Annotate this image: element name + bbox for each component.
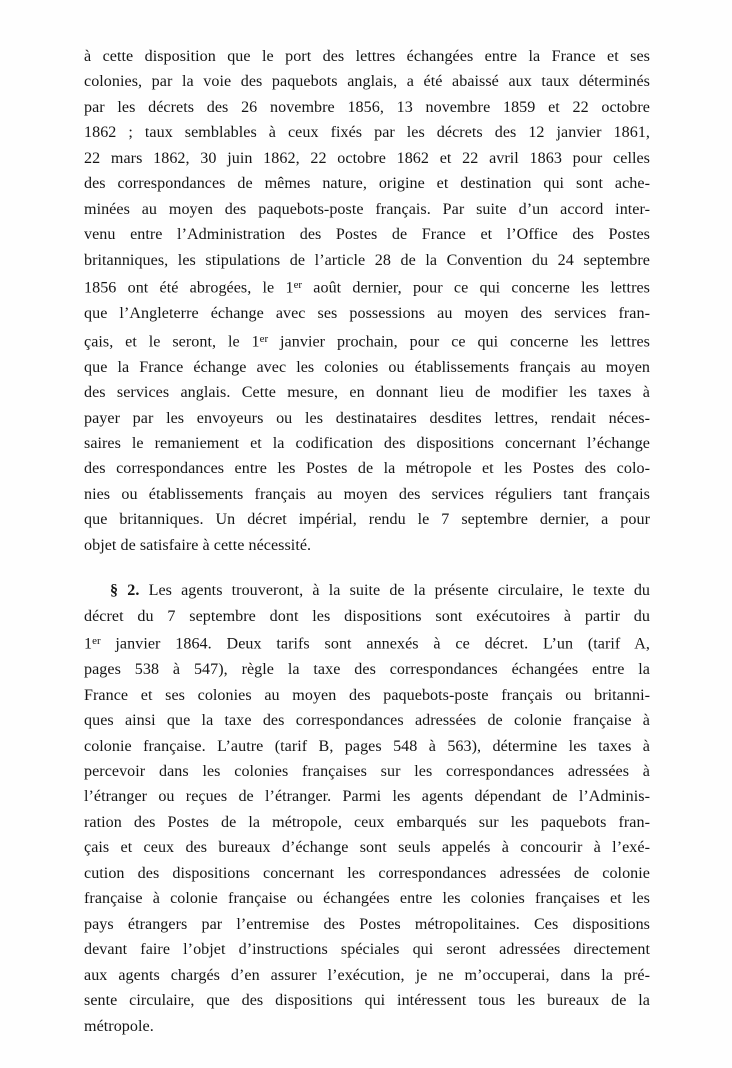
text-line: britanniques, les stipulations de l’article 28 de la Convention du 24 septembre xyxy=(84,251,650,269)
text-line: percevoir dans les colonies françaises sur les correspondances adressées à xyxy=(84,763,650,781)
text-line: que britanniques. Un décret impérial, rendu le 7 septembre dernier, a pour xyxy=(84,511,650,529)
text-line: des services anglais. Cette mesure, en donnant lieu de modifier les taxes à xyxy=(84,384,650,402)
text-line: que la France échange avec les colonies ou établissements français au moyen xyxy=(84,358,650,376)
paragraph-1 xyxy=(84,44,650,558)
text-line: que l’Angleterre échange avec ses possessions au moyen des services fran- xyxy=(84,305,650,323)
text-line: colonies, par la voie des paquebots anglais, a été abaissé aux taux déterminés xyxy=(84,73,650,91)
text-line: française à colonie française ou échangées entre les colonies françaises et les xyxy=(84,890,650,908)
text-line: métropole. xyxy=(84,1017,154,1035)
text-line: payer par les envoyeurs ou les destinataires desdites lettres, rendait néces- xyxy=(84,409,650,427)
text-line: venu entre l’Administration des Postes de France et l’Office des Postes xyxy=(84,226,650,244)
text-line: 1er janvier 1864. Deux tarifs sont annexés à ce décret. L’un (tarif A, xyxy=(84,635,650,653)
text-line: ques ainsi que la taxe des correspondances adressées de colonie française à xyxy=(84,712,650,730)
text-line: devant faire l’objet d’instructions spéciales qui seront adressées directement xyxy=(84,941,650,959)
text-line: 1862 ; taux semblables à ceux fixés par les décrets des 12 janvier 1861, xyxy=(84,124,650,142)
text-line: cution des dispositions concernant les correspondances adressées de colonie xyxy=(84,864,650,882)
text-line: l’étranger ou reçues de l’étranger. Parmi les agents dépendant de l’Adminis- xyxy=(84,788,650,806)
text-line: France et ses colonies au moyen des paquebots-poste français ou britanni- xyxy=(84,686,650,704)
text-line: § 2. Les agents trouveront, à la suite de la présente circulaire, le texte du xyxy=(110,582,651,600)
text-line: décret du 7 septembre dont les dispositions sont exécutoires à partir du xyxy=(84,607,650,625)
text-line: objet de satisfaire à cette nécessité. xyxy=(84,536,312,554)
text-line: çais et ceux des bureaux d’échange sont seuls appelés à concourir à l’exé- xyxy=(84,839,650,857)
text-line: sente circulaire, que des dispositions qui intéressent tous les bureaux de la xyxy=(84,992,650,1010)
text-line: 1856 ont été abrogées, le 1er août dernier, pour ce qui concerne les lettres xyxy=(84,279,650,297)
text-line: colonie française. L’autre (tarif B, pages 548 à 563), détermine les taxes à xyxy=(84,737,650,755)
text-line: çais, et le seront, le 1er janvier prochain, pour ce qui concerne les lettres xyxy=(84,332,650,351)
text-line: des correspondances entre les Postes de la métropole et les Postes des colo- xyxy=(84,460,650,478)
text-line: aux agents chargés d’en assurer l’exécution, je ne m’occuperai, dans la pré- xyxy=(84,966,650,984)
text-line: nies ou établissements français au moyen des services réguliers tant français xyxy=(84,485,650,503)
paragraph-2 xyxy=(84,578,650,1039)
text-line: des correspondances de mêmes nature, origine et destination qui sont ache- xyxy=(84,175,650,193)
text-line: minées au moyen des paquebots-poste français. Par suite d’un accord inter- xyxy=(84,200,650,218)
text-line: pages 538 à 547), règle la taxe des correspondances échangées entre la xyxy=(84,661,650,679)
text-line: à cette disposition que le port des lettres échangées entre la France et ses xyxy=(84,48,650,65)
text-line: ration des Postes de la métropole, ceux embarqués sur les paquebots fran- xyxy=(84,813,650,831)
text-line: saires le remaniement et la codification des dispositions concernant l’échange xyxy=(84,434,650,452)
text-line: 22 mars 1862, 30 juin 1862, 22 octobre 1862 et 22 avril 1863 pour celles xyxy=(84,149,650,167)
document-text-body xyxy=(84,44,650,1039)
text-line: pays étrangers par l’entremise des Postes métropolitaines. Ces dispositions xyxy=(84,915,650,933)
text-line: par les décrets des 26 novembre 1856, 13 novembre 1859 et 22 octobre xyxy=(84,98,650,116)
